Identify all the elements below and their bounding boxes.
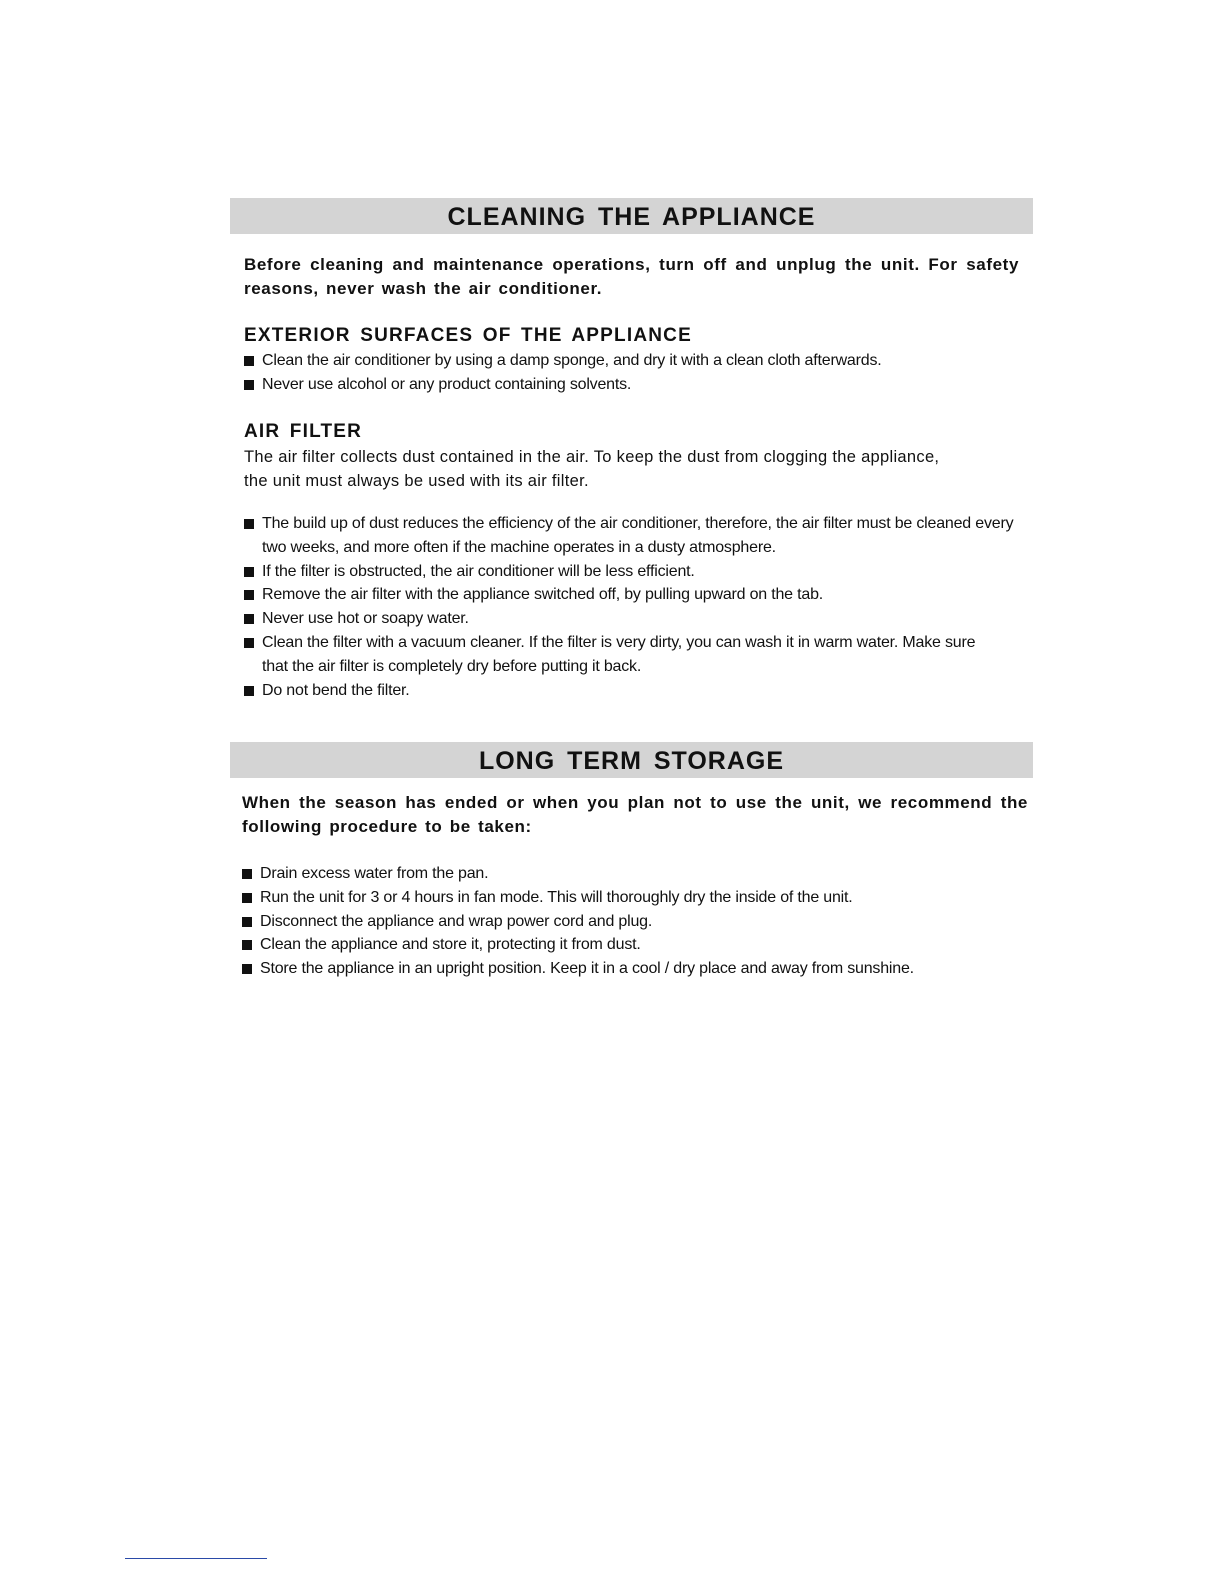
exterior-section bbox=[244, 324, 1019, 397]
cleaning-section-title: CLEANING THE APPLIANCE bbox=[230, 198, 1033, 234]
storage-intro-block bbox=[242, 791, 1028, 839]
bullet-square-icon bbox=[244, 686, 254, 696]
air-filter-section bbox=[244, 420, 1019, 493]
list-item bbox=[242, 910, 1028, 934]
bullet-square-icon bbox=[244, 356, 254, 366]
bullet-square-icon bbox=[242, 940, 252, 950]
storage-section-title: LONG TERM STORAGE bbox=[230, 742, 1033, 778]
list-item bbox=[242, 886, 1028, 910]
list-item-text: Drain excess water from the pan. bbox=[260, 865, 489, 882]
bullet-square-icon bbox=[244, 638, 254, 648]
list-item bbox=[244, 373, 1019, 397]
storage-intro: When the season has ended or when you plan not to use the unit, we recommend the following procedure to be taken: bbox=[242, 793, 1028, 836]
list-item bbox=[244, 349, 1019, 373]
list-item bbox=[244, 631, 997, 679]
list-item-text: Do not bend the filter. bbox=[262, 681, 410, 699]
bullet-square-icon bbox=[242, 917, 252, 927]
air-filter-paragraph: The air filter collects dust contained in the air. To keep the dust from clogging the appliance, the unit must always be used with its air filter. bbox=[244, 448, 940, 490]
list-item-text: Never use alcohol or any product containing solvents. bbox=[262, 375, 632, 393]
list-item-text: If the filter is obstructed, the air conditioner will be less efficient. bbox=[262, 562, 695, 580]
list-item bbox=[242, 862, 1028, 886]
bullet-square-icon bbox=[242, 893, 252, 903]
storage-list bbox=[242, 862, 1028, 981]
bullet-square-icon bbox=[244, 519, 254, 529]
bullet-square-icon bbox=[244, 614, 254, 624]
cleaning-intro: Before cleaning and maintenance operations, turn off and unplug the unit. For safety reasons, never wash the air conditioner. bbox=[244, 255, 1019, 298]
bullet-square-icon bbox=[244, 567, 254, 577]
air-filter-heading: AIR FILTER bbox=[244, 421, 363, 442]
bullet-square-icon bbox=[242, 964, 252, 974]
list-item-text: The build up of dust reduces the efficiency of the air conditioner, therefore, the air filter must be cleaned every two weeks, and more often if the machine operates in a dusty atmosphere. bbox=[262, 515, 1014, 556]
cleaning-intro-block bbox=[244, 253, 1019, 301]
exterior-list bbox=[244, 349, 1019, 397]
list-item-text: Clean the air conditioner by using a damp sponge, and dry it with a clean cloth afterwards. bbox=[262, 352, 882, 369]
list-item bbox=[244, 583, 1014, 607]
list-item-text: Disconnect the appliance and wrap power cord and plug. bbox=[260, 912, 653, 930]
bullet-square-icon bbox=[244, 380, 254, 390]
list-item bbox=[244, 679, 1014, 703]
list-item bbox=[242, 933, 1028, 957]
storage-list-block bbox=[242, 862, 1028, 981]
bullet-square-icon bbox=[242, 869, 252, 879]
list-item bbox=[242, 957, 1028, 981]
list-item-text: Store the appliance in an upright position. Keep it in a cool / dry place and away from sunshine. bbox=[260, 960, 914, 978]
list-item-text: Never use hot or soapy water. bbox=[262, 610, 469, 628]
air-filter-list bbox=[244, 512, 1014, 702]
list-item-text: Clean the appliance and store it, protecting it from dust. bbox=[260, 936, 641, 954]
footer-divider bbox=[125, 1558, 267, 1559]
air-filter-list-block bbox=[244, 512, 1014, 702]
list-item-text: Clean the filter with a vacuum cleaner. If the filter is very dirty, you can wash it in warm water. Make sure that the air filter is completely dry before putting it back. bbox=[262, 633, 976, 675]
list-item bbox=[244, 560, 1014, 584]
list-item-text: Remove the air filter with the appliance switched off, by pulling upward on the tab. bbox=[262, 586, 824, 604]
list-item bbox=[244, 607, 1014, 631]
exterior-heading: EXTERIOR SURFACES OF THE APPLIANCE bbox=[244, 325, 692, 346]
bullet-square-icon bbox=[244, 590, 254, 600]
list-item bbox=[244, 512, 1014, 560]
list-item-text: Run the unit for 3 or 4 hours in fan mode. This will thoroughly dry the inside of the unit. bbox=[260, 888, 853, 906]
